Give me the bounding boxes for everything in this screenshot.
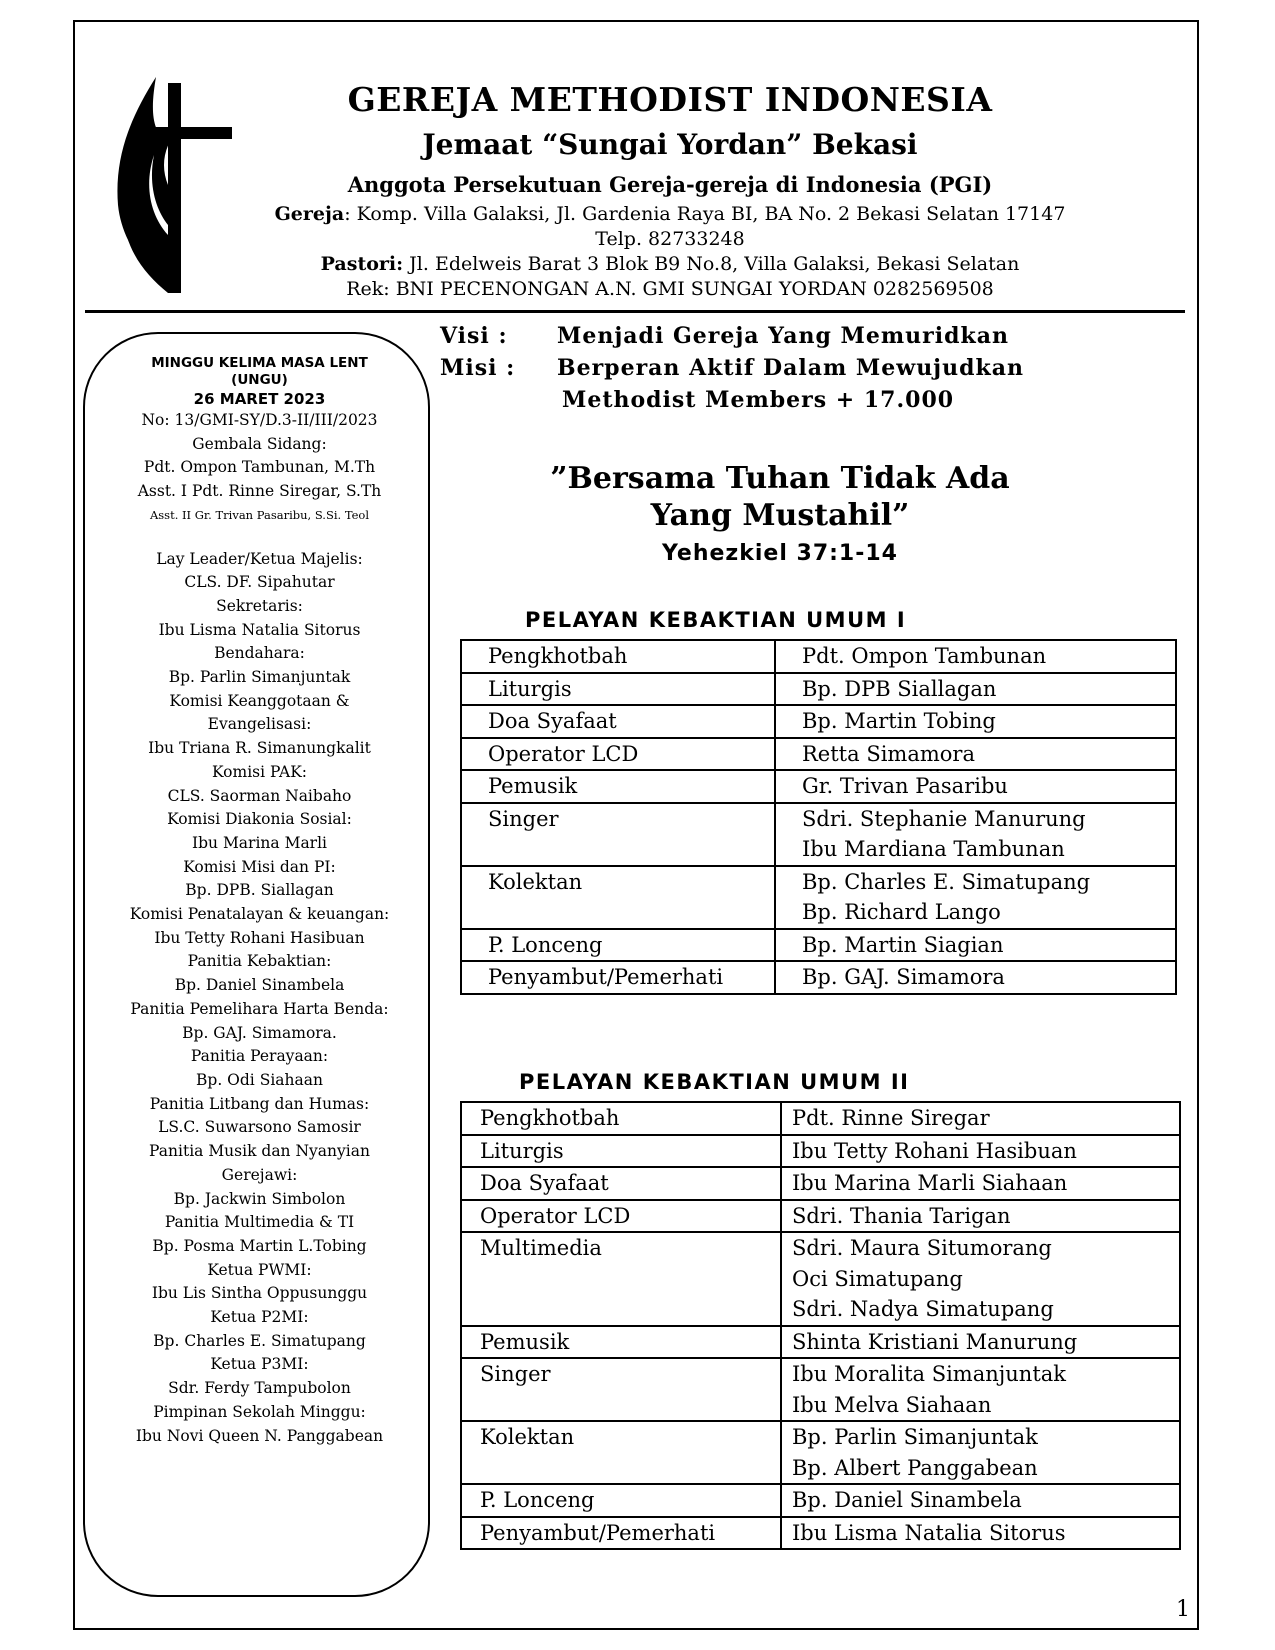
- page-number: 1: [1176, 1597, 1190, 1622]
- names-cell: [775, 866, 1176, 929]
- sidebar-officer-line: Ibu Tetty Rohani Hasibuan: [154, 928, 365, 947]
- table-row: [461, 640, 1176, 673]
- person-name: Ibu Mardiana Tambunan: [802, 837, 1065, 861]
- sidebar-officer-line: Komisi Penatalayan & keuangan:: [129, 905, 390, 924]
- bank-account: Rek: BNI PECENONGAN A.N. GMI SUNGAI YORDAN 0282569508: [346, 278, 994, 300]
- sidebar-officer-line: CLS. Saorman Naibaho: [167, 786, 352, 805]
- church-address-label: Gereja: [274, 203, 345, 225]
- sidebar-title: MINGGU KELIMA MASA LENT: [151, 355, 368, 371]
- church-org-name: GEREJA METHODIST INDONESIA: [347, 80, 993, 119]
- sidebar-officer-line: Bp. Daniel Sinambela: [174, 976, 345, 995]
- visi-text: Menjadi Gereja Yang Memuridkan: [557, 323, 1009, 349]
- table-row: [461, 803, 1176, 866]
- theme-reference: Yehezkiel 37:1-14: [662, 541, 898, 566]
- person-name: Bp. Parlin Simanjuntak: [792, 1425, 1038, 1449]
- sidebar-officer-line: Panitia Multimedia & TI: [164, 1213, 355, 1232]
- person-name: Pdt. Rinne Siregar: [792, 1106, 990, 1130]
- misi-label: Misi :: [440, 355, 516, 381]
- sidebar-officer-line: Evangelisasi:: [207, 715, 312, 734]
- sidebar: [88, 355, 431, 1448]
- names-cell: [781, 1326, 1180, 1359]
- membership-line: Anggota Persekutuan Gereja-gereja di Indonesia (PGI): [347, 172, 993, 197]
- person-name: Oci Simatupang: [792, 1266, 963, 1291]
- sidebar-officer-line: Bendahara:: [214, 644, 305, 663]
- names-cell: [781, 1167, 1180, 1200]
- table-row: [461, 1421, 1180, 1484]
- names-cell: [781, 1102, 1180, 1135]
- sidebar-line: Gembala Sidang:: [192, 434, 327, 453]
- role-cell: Penyambut/Pemerhati: [461, 1517, 781, 1550]
- names-cell: [775, 770, 1176, 803]
- table-row: [461, 1326, 1180, 1359]
- church-phone: Telp. 82733248: [595, 228, 745, 250]
- sidebar-officer-line: LS.C. Suwarsono Samosir: [158, 1118, 361, 1137]
- person-name: Ibu Melva Siahaan: [792, 1392, 992, 1417]
- theme-line-1: ”Bersama Tuhan Tidak Ada: [550, 461, 1010, 496]
- names-cell: [781, 1232, 1180, 1326]
- table-row: [461, 1135, 1180, 1168]
- sidebar-officer-line: Pimpinan Sekolah Minggu:: [153, 1402, 366, 1421]
- sidebar-officer-line: Komisi Keanggotaan &: [169, 691, 350, 710]
- person-name: Bp. Richard Lango: [802, 900, 1001, 924]
- names-cell: [781, 1421, 1180, 1484]
- sidebar-officer-line: Ibu Lisma Natalia Sitorus: [158, 620, 361, 639]
- misi-text-2: Methodist Members + 17.000: [562, 387, 955, 413]
- table-row: [461, 961, 1176, 994]
- role-cell: P. Lonceng: [461, 929, 775, 962]
- header-divider: [85, 310, 1185, 313]
- sidebar-officer-line: Ibu Triana R. Simanungkalit: [148, 739, 371, 758]
- role-cell: Singer: [461, 1358, 781, 1421]
- names-cell: [775, 929, 1176, 962]
- person-name: Retta Simamora: [802, 741, 975, 766]
- person-name: Bp. Martin Siagian: [802, 932, 1004, 957]
- person-name: Bp. Martin Tobing: [802, 709, 996, 733]
- congregation-name: Jemaat “Sungai Yordan” Bekasi: [422, 128, 918, 161]
- person-name: Bp. Charles E. Simatupang: [802, 869, 1091, 894]
- role-cell: Penyambut/Pemerhati: [461, 961, 775, 994]
- sidebar-officer-line: Ketua P2MI:: [210, 1308, 309, 1327]
- sidebar-officers-list: [88, 548, 431, 1449]
- role-cell: Pengkhotbah: [461, 1102, 781, 1135]
- names-cell: [775, 738, 1176, 771]
- role-cell: Operator LCD: [461, 738, 775, 771]
- role-cell: Doa Syafaat: [461, 705, 775, 738]
- person-name: Ibu Tetty Rohani Hasibuan: [792, 1138, 1077, 1163]
- parsonage-label: Pastori:: [320, 253, 404, 275]
- sidebar-officer-line: Panitia Perayaan:: [190, 1047, 329, 1066]
- person-name: Sdri. Thania Tarigan: [792, 1203, 1011, 1228]
- role-cell: Kolektan: [461, 1421, 781, 1484]
- names-cell: [781, 1135, 1180, 1168]
- sidebar-officer-line: Bp. Posma Martin L.Tobing: [152, 1236, 367, 1255]
- sidebar-officer-line: Panitia Musik dan Nyanyian: [149, 1142, 370, 1161]
- role-cell: Kolektan: [461, 866, 775, 929]
- sidebar-officer-line: Bp. Odi Siahaan: [196, 1070, 323, 1089]
- sidebar-officer-line: Komisi Misi dan PI:: [183, 857, 336, 876]
- person-name: Sdri. Stephanie Manurung: [802, 806, 1086, 831]
- visi-label: Visi :: [440, 323, 508, 349]
- sidebar-officer-line: Sdr. Ferdy Tampubolon: [168, 1379, 351, 1398]
- table-row: [461, 929, 1176, 962]
- sidebar-officer-line: Ketua PWMI:: [207, 1260, 312, 1279]
- names-cell: [781, 1484, 1180, 1517]
- table-row: [461, 673, 1176, 706]
- sidebar-number: No: 13/GMI-SY/D.3-II/III/2023: [141, 411, 378, 429]
- table-row: [461, 705, 1176, 738]
- sidebar-date: 26 MARET 2023: [193, 390, 326, 408]
- names-cell: [781, 1517, 1180, 1550]
- table-row: [461, 770, 1176, 803]
- table-row: [461, 1102, 1180, 1135]
- names-cell: [775, 673, 1176, 706]
- names-cell: [775, 961, 1176, 994]
- sidebar-officer-line: Bp. Charles E. Simatupang: [153, 1331, 366, 1350]
- person-name: Sdri. Nadya Simatupang: [792, 1297, 1054, 1321]
- names-cell: [775, 640, 1176, 673]
- theme-line-2: Yang Mustahil”: [650, 498, 910, 533]
- sidebar-officer-line: Ibu Novi Queen N. Panggabean: [135, 1426, 384, 1445]
- role-cell: Doa Syafaat: [461, 1167, 781, 1200]
- table-row: [461, 1167, 1180, 1200]
- service-1-table: [460, 639, 1177, 995]
- sidebar-officer-line: Lay Leader/Ketua Majelis:: [156, 549, 363, 568]
- person-name: Shinta Kristiani Manurung: [792, 1329, 1078, 1354]
- sidebar-line: Asst. II Gr. Trivan Pasaribu, S.Si. Teol: [149, 507, 370, 522]
- table-row: [461, 1517, 1180, 1550]
- table-row: [461, 738, 1176, 771]
- role-cell: Singer: [461, 803, 775, 866]
- church-address: [200, 203, 1140, 225]
- table-row: [461, 1358, 1180, 1421]
- sidebar-officer-line: Gerejawi:: [221, 1165, 298, 1184]
- person-name: Bp. Daniel Sinambela: [792, 1488, 1022, 1512]
- table-row: [461, 1232, 1180, 1326]
- service-2-title: PELAYAN KEBAKTIAN UMUM II: [519, 1070, 910, 1094]
- parsonage-text: Jl. Edelweis Barat 3 Blok B9 No.8, Villa Galaksi, Bekasi Selatan: [403, 253, 1020, 275]
- role-cell: Liturgis: [461, 673, 775, 706]
- role-cell: Pemusik: [461, 1326, 781, 1359]
- names-cell: [775, 803, 1176, 866]
- role-cell: Liturgis: [461, 1135, 781, 1168]
- sidebar-liturgical-color: (UNGU): [231, 372, 288, 388]
- sidebar-officer-line: Komisi PAK:: [212, 762, 307, 781]
- names-cell: [775, 705, 1176, 738]
- sidebar-officer-line: Komisi Diakonia Sosial:: [167, 810, 352, 829]
- service-1-title: PELAYAN KEBAKTIAN UMUM I: [525, 608, 907, 632]
- sidebar-line: Pdt. Ompon Tambunan, M.Th: [143, 458, 376, 477]
- person-name: Bp. Albert Panggabean: [792, 1455, 1038, 1480]
- sidebar-officer-line: Panitia Litbang dan Humas:: [149, 1094, 370, 1113]
- names-cell: [781, 1200, 1180, 1233]
- sidebar-line: Asst. I Pdt. Rinne Siregar, S.Th: [137, 482, 382, 501]
- person-name: Bp. DPB Siallagan: [802, 676, 997, 701]
- person-name: Ibu Moralita Simanjuntak: [792, 1362, 1067, 1386]
- table-row: [461, 866, 1176, 929]
- sidebar-officer-line: Sekretaris:: [216, 596, 303, 615]
- role-cell: Operator LCD: [461, 1200, 781, 1233]
- role-cell: Multimedia: [461, 1232, 781, 1326]
- parsonage-address: [200, 253, 1140, 275]
- table-row: [461, 1200, 1180, 1233]
- role-cell: Pemusik: [461, 770, 775, 803]
- person-name: Pdt. Ompon Tambunan: [802, 644, 1047, 668]
- misi-text: Berperan Aktif Dalam Mewujudkan: [557, 355, 1025, 381]
- sidebar-officer-line: Ibu Marina Marli: [191, 833, 328, 852]
- church-address-text: : Komp. Villa Galaksi, Jl. Gardenia Raya BI, BA No. 2 Bekasi Selatan 17147: [344, 203, 1066, 225]
- sidebar-officer-line: Panitia Kebaktian:: [187, 952, 332, 971]
- person-name: Ibu Marina Marli Siahaan: [792, 1171, 1068, 1195]
- names-cell: [781, 1358, 1180, 1421]
- role-cell: P. Lonceng: [461, 1484, 781, 1517]
- role-cell: Pengkhotbah: [461, 640, 775, 673]
- service-2-table: [460, 1101, 1181, 1550]
- sidebar-officer-line: Panitia Pemelihara Harta Benda:: [130, 999, 389, 1018]
- person-name: Ibu Lisma Natalia Sitorus: [792, 1520, 1066, 1545]
- sidebar-officer-line: Bp. Parlin Simanjuntak: [168, 668, 351, 687]
- sidebar-officer-line: Bp. Jackwin Simbolon: [173, 1189, 346, 1208]
- sidebar-officer-line: Bp. DPB. Siallagan: [185, 881, 334, 900]
- sidebar-officer-line: Ketua P3MI:: [210, 1355, 309, 1374]
- person-name: Sdri. Maura Situmorang: [792, 1236, 1052, 1260]
- sidebar-officer-line: Bp. GAJ. Simamora.: [182, 1023, 337, 1042]
- sidebar-officer-line: CLS. DF. Sipahutar: [184, 573, 335, 592]
- person-name: Bp. GAJ. Simamora: [802, 965, 1005, 989]
- table-row: [461, 1484, 1180, 1517]
- person-name: Gr. Trivan Pasaribu: [802, 774, 1008, 798]
- sidebar-officer-line: Ibu Lis Sintha Oppusunggu: [151, 1284, 368, 1303]
